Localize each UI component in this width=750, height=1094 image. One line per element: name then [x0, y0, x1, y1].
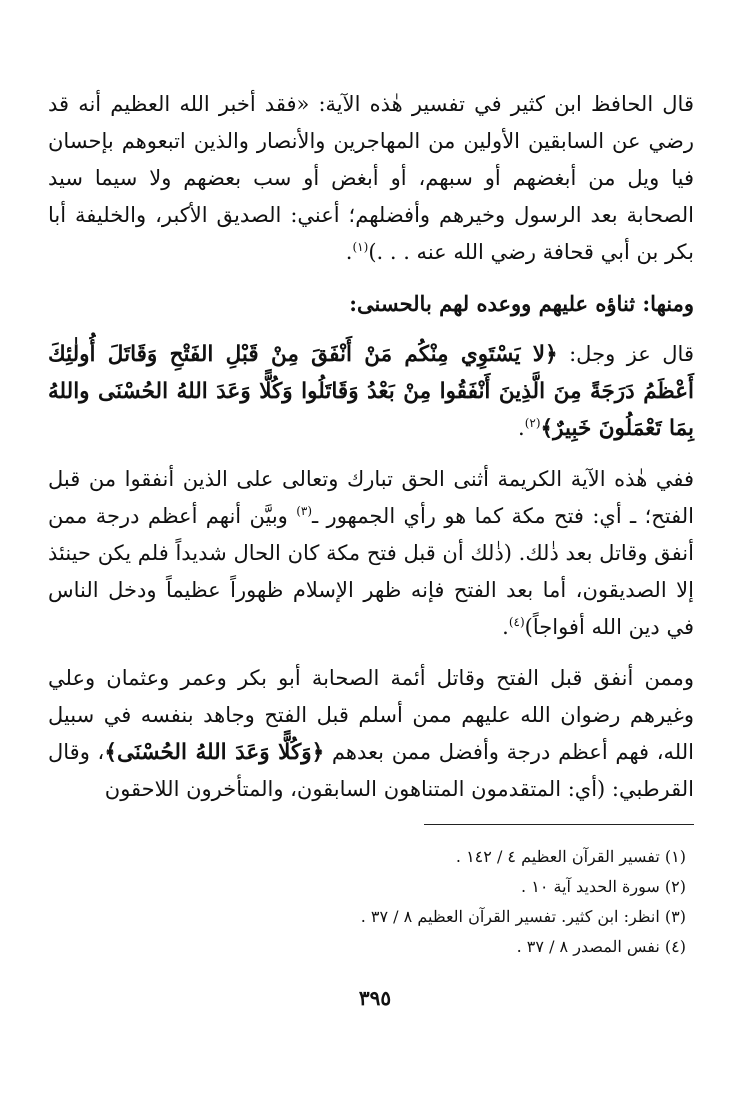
footnote-ref-4: (٤) — [508, 615, 525, 629]
paragraph-text: قال الحافظ ابن كثير في تفسير هٰذه الآية: «فقد أخبر الله العظيم أنه قد رضي عن السابقين الأولين من المهاجرين والأنصار والذين اتبعوهم بإحسان فيا ويل من أبغضهم أو سبهم، أو أبغض أو سب بعضهم ولا سيما سيد الصحابة بعد الرسول وخيرهم وأفضلهم؛ أعني: الصديق الأكبر، والخليفة أبا بكر بن أبي قحافة رضي الله عنه . . .) — [48, 92, 694, 264]
paragraph-text: ففي هٰذه الآية الكريمة أثنى الحق تبارك وتعالى على الذين أنفقوا من قبل الفتح؛ ـ أي: فتح مكة كما هو رأي الجمهور ـ — [48, 467, 694, 528]
footnote-item: (٣) انظر: ابن كثير. تفسير القرآن العظيم ٨ / ٣٧ . — [360, 907, 686, 926]
footnote-item: (٢) سورة الحديد آية ١٠ . — [521, 877, 686, 896]
paragraph-end: . — [345, 240, 353, 264]
paragraph-ibn-kathir — [48, 86, 694, 271]
paragraph-end: . — [502, 615, 509, 639]
paragraph-gap — [48, 447, 694, 461]
footnote-divider — [424, 824, 694, 825]
footnote-ref-1: (١) — [352, 240, 369, 254]
quran-verse: ﴿وَكُلًّا وَعَدَ اللهُ الحُسْنَى﴾ — [104, 740, 325, 765]
paragraph-text: قال عز وجل: — [557, 342, 694, 366]
paragraph-text: وبيَّن أنهم أعظم درجة ممن أنفق وقاتل بعد ذٰلك. (ذٰلك أن قبل فتح مكة كان الحال شديداً فلم يكن حينئذ إلا الصديقون، أما بعد الفتح فإنه ظهر الإسلام ظهوراً عظيماً ودخل الناس في دين الله أفواجاً) — [48, 504, 694, 639]
paragraph-text: ، وقال القرطبي: (أي: المتقدمون المتناهون السابقون، والمتأخرون اللاحقون — [48, 740, 694, 801]
paragraph-companions — [48, 660, 694, 808]
paragraph-gap — [48, 271, 694, 285]
page-body — [48, 86, 694, 808]
footnote-ref-2: (٢) — [524, 416, 541, 430]
section-heading: ومنها: ثناؤه عليهم ووعده لهم بالحسنى: — [349, 291, 694, 316]
quran-verse: ﴿لا يَسْتَوِي مِنْكُم مَنْ أَنْفَقَ مِنْ قَبْلِ الفَتْحِ وَقَاتَلَ أُولٰئِكَ أَعْظَمُ دَرَجَةً مِنَ الَّذِينَ أَنْفَقُوا مِنْ بَعْدُ وَقَاتَلُوا وَكُلًّا وَعَدَ اللهُ الحُسْنَى واللهُ بِمَا تَعْمَلُونَ خَبِيرٌ﴾ — [48, 342, 694, 441]
paragraph-gap — [48, 322, 694, 336]
paragraph-commentary — [48, 461, 694, 646]
paragraph-verse — [48, 336, 694, 447]
page-number: ٣٩٥ — [358, 986, 392, 1010]
paragraph-text: وممن أنفق قبل الفتح وقاتل أئمة الصحابة أبو بكر وعمر وعثمان وعلي وغيرهم رضوان الله عليهم ممن أسلم قبل الفتح وجاهد بنفسه في سبيل الله، فهم أعظم درجة وأفضل ممن بعدهم — [48, 666, 694, 764]
paragraph-gap — [48, 646, 694, 660]
footnote-item: (١) تفسير القرآن العظيم ٤ / ١٤٢ . — [455, 847, 686, 866]
paragraph-end: . — [518, 416, 525, 440]
footnote-ref-3: (٣) — [296, 504, 313, 518]
footnotes-list — [66, 842, 686, 962]
footnote-item: (٤) نفس المصدر ٨ / ٣٧ . — [516, 937, 686, 956]
